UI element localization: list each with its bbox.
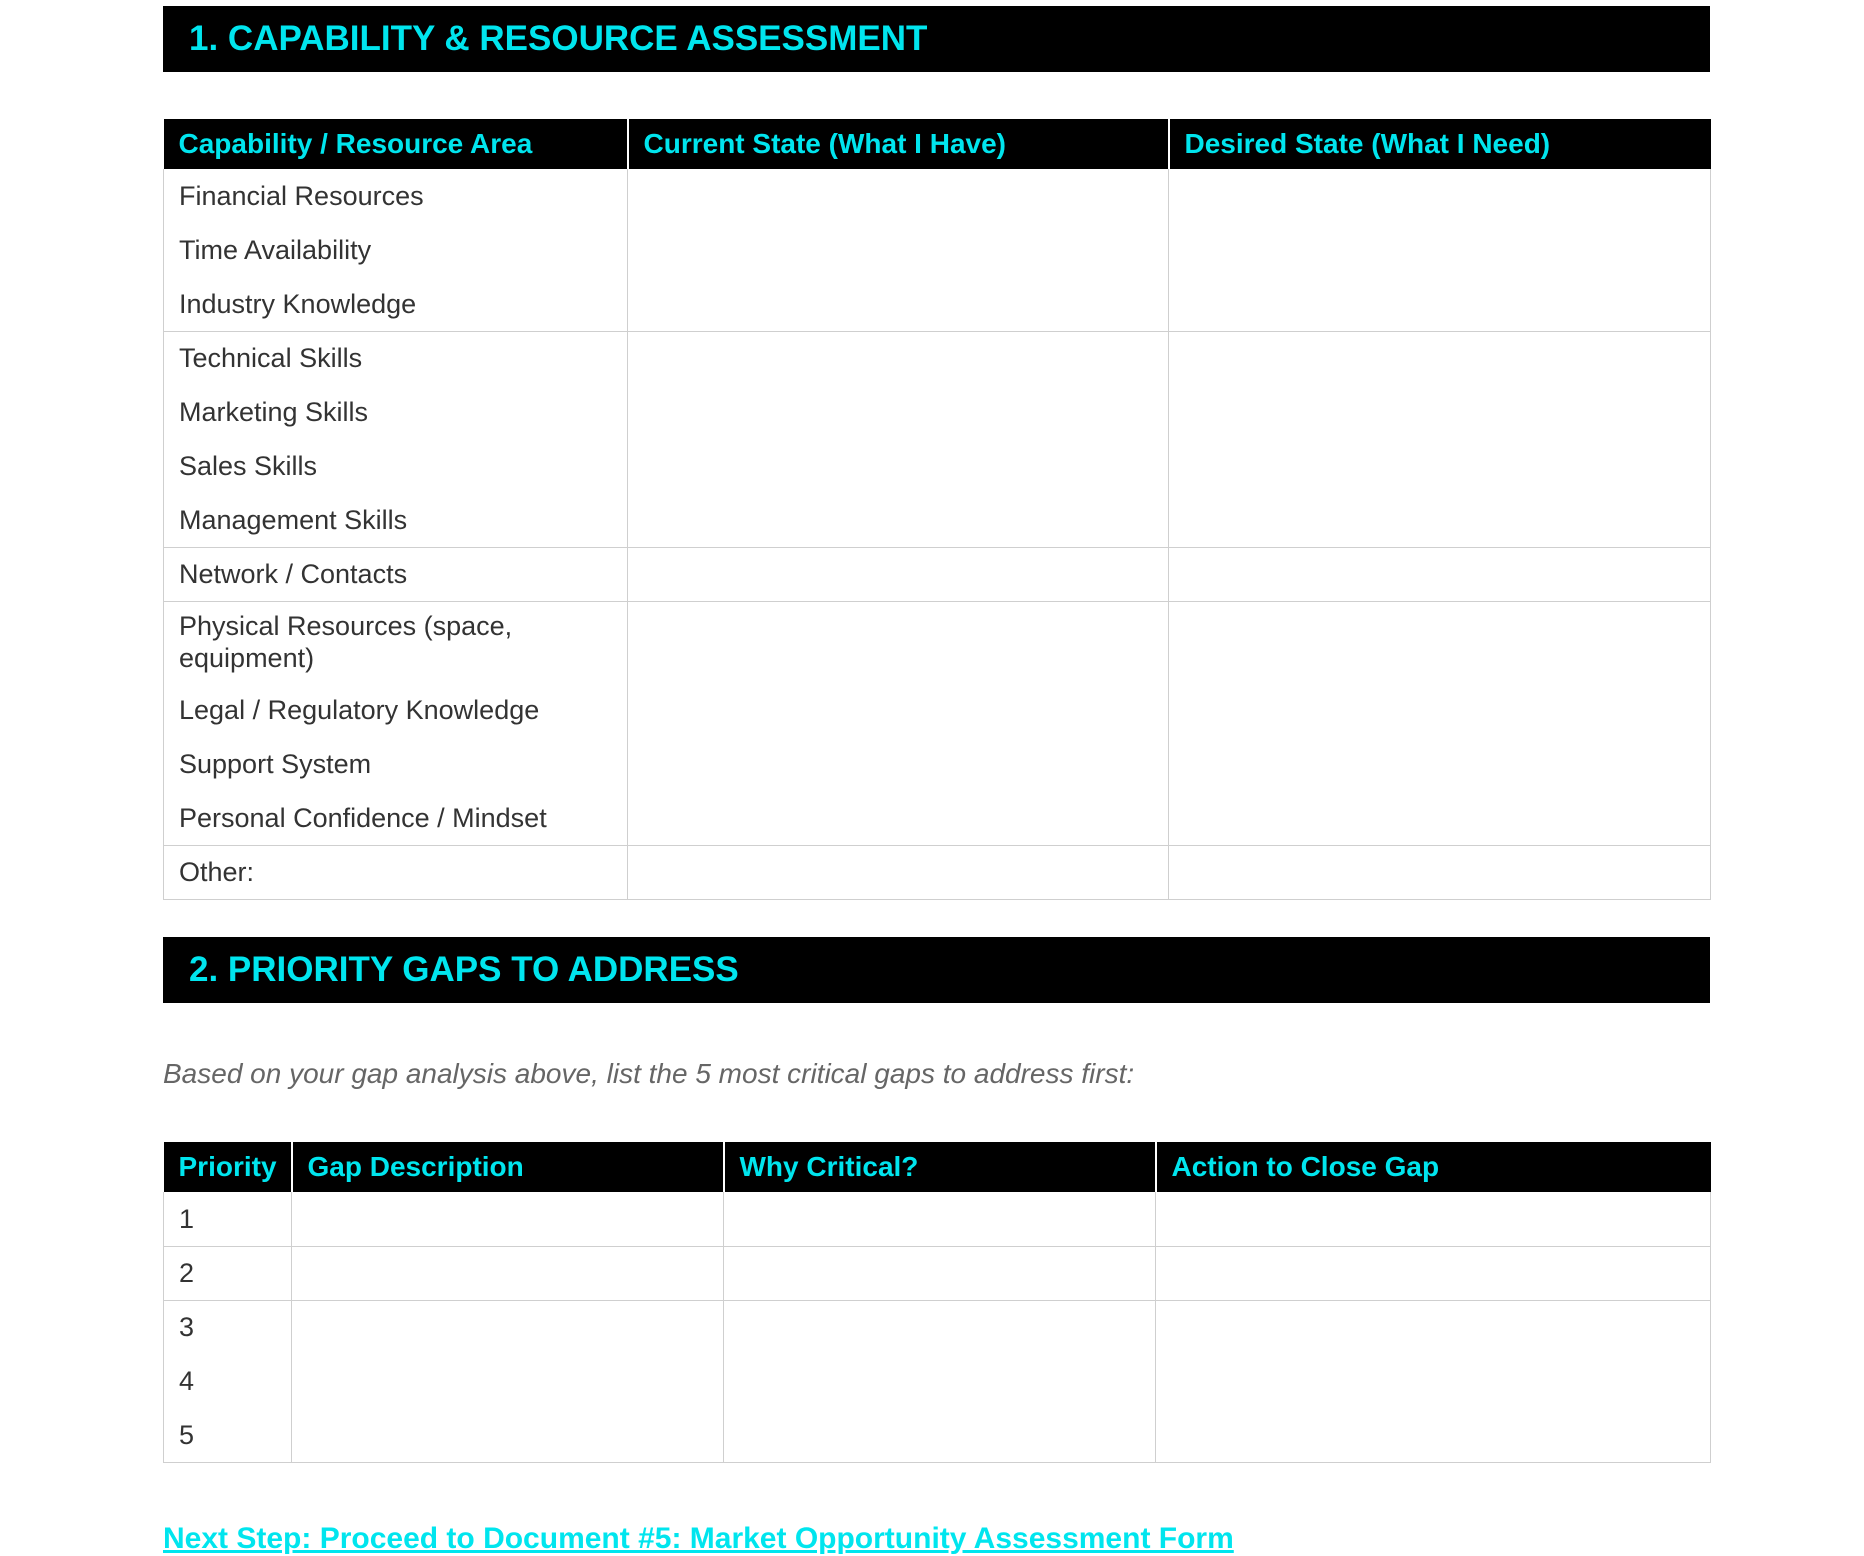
current-state-cell[interactable]	[628, 277, 1169, 331]
row-label: Industry Knowledge	[164, 277, 628, 331]
table-row	[164, 683, 1711, 737]
gap-description-cell[interactable]	[292, 1354, 724, 1408]
row-label: Network / Contacts	[164, 547, 628, 601]
action-cell[interactable]	[1156, 1246, 1711, 1300]
column-header: Gap Description	[292, 1142, 724, 1192]
table-row	[164, 1192, 1711, 1246]
table-row	[164, 223, 1711, 277]
gap-description-cell[interactable]	[292, 1246, 724, 1300]
column-header: Capability / Resource Area	[164, 119, 628, 169]
current-state-cell[interactable]	[628, 331, 1169, 385]
table-row	[164, 601, 1711, 683]
gap-description-cell[interactable]	[292, 1408, 724, 1462]
row-label: Marketing Skills	[164, 385, 628, 439]
desired-state-cell[interactable]	[1169, 385, 1711, 439]
column-header: Why Critical?	[724, 1142, 1156, 1192]
table-row	[164, 547, 1711, 601]
table-row	[164, 277, 1711, 331]
table-row	[164, 737, 1711, 791]
current-state-cell[interactable]	[628, 601, 1169, 683]
desired-state-cell[interactable]	[1169, 791, 1711, 845]
section-2-intro: Based on your gap analysis above, list the 5 most critical gaps to address first:	[163, 1058, 1135, 1089]
row-label: Personal Confidence / Mindset	[164, 791, 628, 845]
current-state-cell[interactable]	[628, 547, 1169, 601]
table-row	[164, 493, 1711, 547]
row-label: Legal / Regulatory Knowledge	[164, 683, 628, 737]
action-cell[interactable]	[1156, 1408, 1711, 1462]
section-1-title: 1. CAPABILITY & RESOURCE ASSESSMENT	[189, 19, 928, 58]
row-label: Physical Resources (space, equipment)	[164, 601, 628, 683]
table-row	[164, 845, 1711, 899]
why-critical-cell[interactable]	[724, 1192, 1156, 1246]
next-step-link[interactable]: Next Step: Proceed to Document #5: Market Opportunity Assessment Form	[163, 1522, 1234, 1555]
table-row	[164, 439, 1711, 493]
why-critical-cell[interactable]	[724, 1408, 1156, 1462]
row-label: Support System	[164, 737, 628, 791]
desired-state-cell[interactable]	[1169, 601, 1711, 683]
current-state-cell[interactable]	[628, 791, 1169, 845]
current-state-cell[interactable]	[628, 845, 1169, 899]
table-row	[164, 331, 1711, 385]
action-cell[interactable]	[1156, 1354, 1711, 1408]
action-cell[interactable]	[1156, 1300, 1711, 1354]
current-state-cell[interactable]	[628, 493, 1169, 547]
section-2-title: 2. PRIORITY GAPS TO ADDRESS	[189, 950, 739, 989]
priority-number: 2	[164, 1246, 292, 1300]
table-header-row	[164, 119, 1711, 169]
why-critical-cell[interactable]	[724, 1354, 1156, 1408]
desired-state-cell[interactable]	[1169, 223, 1711, 277]
desired-state-cell[interactable]	[1169, 683, 1711, 737]
desired-state-cell[interactable]	[1169, 845, 1711, 899]
priority-gaps-table	[163, 1142, 1711, 1463]
table-row	[164, 1354, 1711, 1408]
desired-state-cell[interactable]	[1169, 493, 1711, 547]
row-label: Other:	[164, 845, 628, 899]
column-header: Action to Close Gap	[1156, 1142, 1711, 1192]
current-state-cell[interactable]	[628, 385, 1169, 439]
row-label: Technical Skills	[164, 331, 628, 385]
table-row	[164, 791, 1711, 845]
why-critical-cell[interactable]	[724, 1300, 1156, 1354]
table-row	[164, 385, 1711, 439]
action-cell[interactable]	[1156, 1192, 1711, 1246]
column-header: Current State (What I Have)	[628, 119, 1169, 169]
row-label: Sales Skills	[164, 439, 628, 493]
table-row	[164, 169, 1711, 223]
desired-state-cell[interactable]	[1169, 169, 1711, 223]
capability-table	[163, 119, 1711, 900]
current-state-cell[interactable]	[628, 439, 1169, 493]
column-header: Priority	[164, 1142, 292, 1192]
desired-state-cell[interactable]	[1169, 331, 1711, 385]
section-1-header	[163, 6, 1710, 72]
column-header: Desired State (What I Need)	[1169, 119, 1711, 169]
current-state-cell[interactable]	[628, 737, 1169, 791]
row-label: Time Availability	[164, 223, 628, 277]
table-header-row	[164, 1142, 1711, 1192]
current-state-cell[interactable]	[628, 169, 1169, 223]
desired-state-cell[interactable]	[1169, 439, 1711, 493]
priority-number: 1	[164, 1192, 292, 1246]
table-row	[164, 1246, 1711, 1300]
section-2-header	[163, 937, 1710, 1003]
desired-state-cell[interactable]	[1169, 737, 1711, 791]
desired-state-cell[interactable]	[1169, 277, 1711, 331]
current-state-cell[interactable]	[628, 223, 1169, 277]
desired-state-cell[interactable]	[1169, 547, 1711, 601]
row-label: Management Skills	[164, 493, 628, 547]
priority-number: 3	[164, 1300, 292, 1354]
current-state-cell[interactable]	[628, 683, 1169, 737]
gap-description-cell[interactable]	[292, 1192, 724, 1246]
table-row	[164, 1300, 1711, 1354]
table-row	[164, 1408, 1711, 1462]
priority-number: 4	[164, 1354, 292, 1408]
why-critical-cell[interactable]	[724, 1246, 1156, 1300]
row-label: Financial Resources	[164, 169, 628, 223]
priority-number: 5	[164, 1408, 292, 1462]
gap-description-cell[interactable]	[292, 1300, 724, 1354]
